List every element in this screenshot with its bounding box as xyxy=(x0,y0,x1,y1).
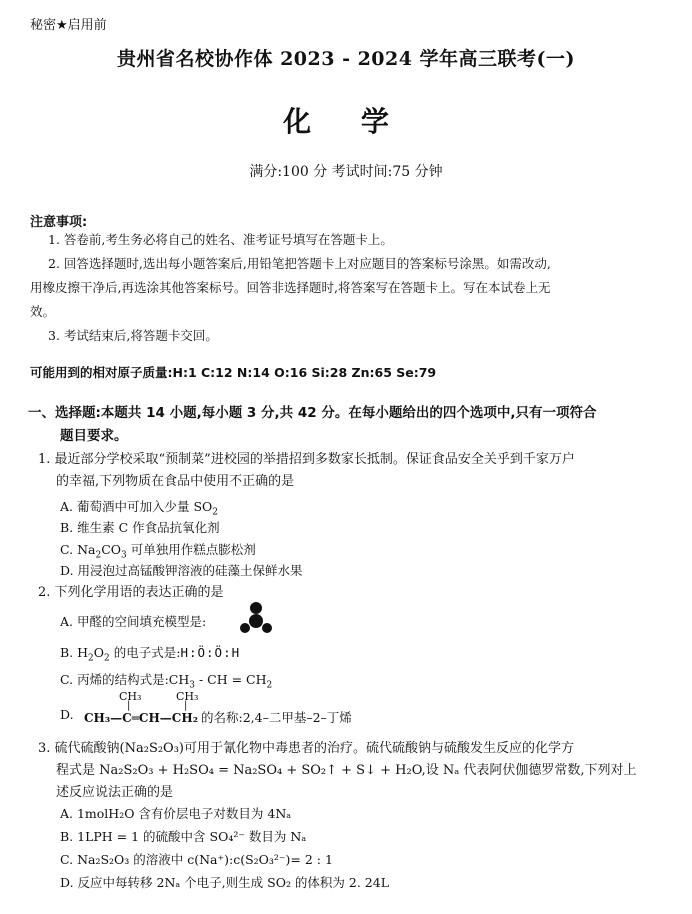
notice-title: 注意事项: xyxy=(30,215,88,230)
q3-line-3: 述反应说法正确的是 xyxy=(56,785,174,800)
q2-stem: 2. 下列化学用语的表达正确的是 xyxy=(38,585,224,600)
q1-line-1: 1. 最近部分学校采取“预制菜”进校园的举措招到多数家长抵制。保证食品安全关乎到千家万户 xyxy=(38,452,575,467)
q1-option-d: D. 用浸泡过高锰酸钾溶液的硅藻土保鲜水果 xyxy=(60,563,303,578)
h2o2-electron-formula: H:Ö:Ö:H xyxy=(180,645,241,660)
section-line-1: 一、选择题:本题共 14 小题,每小题 3 分,共 42 分。在每小题给出的四个选项中,只有一项符合 xyxy=(28,405,597,421)
subject-title: 化 学 xyxy=(283,105,409,138)
notice-item-1: 1. 答卷前,考生务必将自己的姓名、准考证号填写在答题卡上。 xyxy=(48,232,393,247)
notice-item-2: 2. 回答选择题时,选出每小题答案后,用铅笔把答题卡上对应题目的答案标号涂黑。如需改动, xyxy=(48,256,551,271)
d-methyl-1: CH₃ xyxy=(119,690,142,703)
atomic-masses: 可能用到的相对原子质量:H:1 C:12 N:14 O:16 Si:28 Zn:65 Se:79 xyxy=(30,365,437,380)
d-main-chain: CH₃—C═CH—CH₂ xyxy=(84,711,198,725)
notice-item-3: 3. 考试结束后,将答题卡交回。 xyxy=(48,328,218,343)
formaldehyde-model-icon xyxy=(238,600,274,634)
d-bond-1: | xyxy=(127,700,131,711)
q2-option-d-label: D. xyxy=(60,707,74,722)
q2-option-a: A. 甲醛的空间填充模型是: xyxy=(60,614,207,629)
d-bond-2: | xyxy=(184,700,188,711)
q1-option-a: A. 葡萄酒中可加入少量 $SO_2$ xyxy=(60,499,218,518)
q1-line-2: 的幸福,下列物质在食品中使用不正确的是 xyxy=(56,474,295,489)
secret-label: 秘密★启用前 xyxy=(30,18,107,33)
notice-item-2-cont: 用橡皮擦干净后,再选涂其他答案标号。回答非选择题时,将答案写在答题卡上。写在本试卷上无 xyxy=(30,280,551,295)
q3-option-c: C. Na₂S₂O₃ 的溶液中 c(Na⁺):c(S₂O₃²⁻)= 2 : 1 xyxy=(60,852,333,867)
q2-option-d-name: 的名称:2,4–二甲基–2–丁烯 xyxy=(201,710,352,725)
q1-option-b: B. 维生素 C 作食品抗氧化剂 xyxy=(60,520,220,535)
q2-option-c: C. 丙烯的结构式是$:CH_3$ - CH = $CH_2$ xyxy=(60,672,273,691)
q3-option-a: A. 1molH₂O 含有价层电子对数目为 4Nₐ xyxy=(60,806,292,821)
section-heading xyxy=(28,402,596,448)
q3-option-b: B. 1LPH = 1 的硫酸中含 SO₄²⁻ 数目为 Nₐ xyxy=(60,829,307,844)
notice-item-2-end: 效。 xyxy=(30,304,56,319)
q3-option-d: D. 反应中每转移 2Nₐ 个电子,则生成 SO₂ 的体积为 2. 24L xyxy=(60,875,390,890)
d-methyl-2: CH₃ xyxy=(176,690,199,703)
q3-line-2: 程式是 Na₂S₂O₃ + H₂SO₄ = Na₂SO₄ + SO₂↑ + S↓ + H₂O,设 Nₐ 代表阿伏伽德罗常数,下列对上 xyxy=(56,763,637,778)
exam-title: 贵州省名校协作体 2023 - 2024 学年高三联考(一) xyxy=(116,48,576,70)
score-time: 满分:100 分 考试时间:75 分钟 xyxy=(249,164,443,180)
q2-option-b: B. $H_2O_2$ 的电子式是:H:Ö:Ö:H xyxy=(60,645,241,664)
q1-option-c: C. $Na_2CO_3$ 可单独用作糕点膨松剂 xyxy=(60,542,256,561)
section-line-2: 题目要求。 xyxy=(60,428,128,444)
q3-line-1: 3. 硫代硫酸钠(Na₂S₂O₃)可用于氰化物中毒患者的治疗。硫代硫酸钠与硫酸发生反应的化学方 xyxy=(38,741,575,756)
